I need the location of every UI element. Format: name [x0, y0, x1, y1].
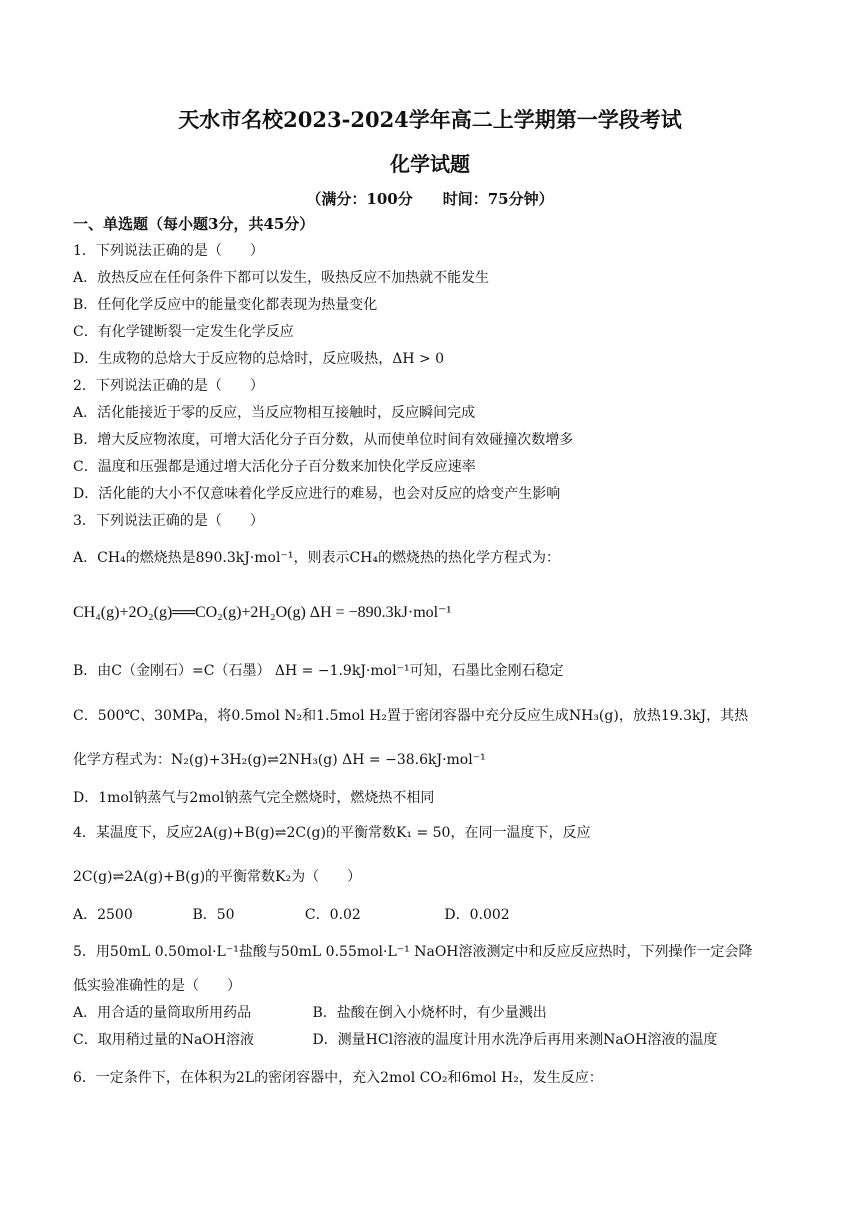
q4-option-b: B．50	[192, 907, 235, 923]
q3-option-c: C．500℃、30MPa，将0.5mol N₂和1.5mol H₂置于密闭容器中充分反应生成NH₃(g)，放热19.3kJ，其热	[73, 708, 749, 724]
q5-options-row-2	[73, 1030, 717, 1050]
q3-option-a: A．CH₄的燃烧热是890.3kJ·mol⁻¹，则表示CH₄的燃烧热的热化学方程式为：	[73, 550, 560, 566]
q2-option-d: D．活化能的大小不仅意味着化学反应进行的难易，也会对反应的焓变产生影响	[73, 486, 561, 502]
q5-stem-cont: 低实验准确性的是（ ）	[73, 978, 241, 994]
q4-option-d: D．0.002	[444, 907, 510, 923]
q5-option-a: A．用合适的量筒取所用药品	[73, 1005, 252, 1021]
q4-options	[73, 905, 510, 925]
q3-option-a-equation: CH₄(g)+2O₂(g)══CO₂(g)+2H₂O(g) ΔH = −890.3kJ·mol⁻¹	[73, 604, 452, 621]
q4-stem: 4．某温度下，反应2A(g)+B(g)⇌2C(g)的平衡常数K₁ = 50，在同一温度下，反应	[73, 825, 591, 841]
q2-stem: 2．下列说法正确的是（ ）	[73, 378, 264, 394]
q2-option-b: B．增大反应物浓度，可增大活化分子百分数，从而使单位时间有效碰撞次数增多	[73, 432, 574, 448]
q4-stem-cont: 2C(g)⇌2A(g)+B(g)的平衡常数K₂为（ ）	[73, 869, 362, 885]
q1-option-a: A．放热反应在任何条件下都可以发生，吸热反应不加热就不能发生	[73, 270, 490, 286]
q3-stem: 3．下列说法正确的是（ ）	[73, 513, 264, 529]
q4-option-c: C．0.02	[304, 907, 361, 923]
q5-option-b: B．盐酸在倒入小烧杯时，有少量溅出	[312, 1005, 547, 1021]
q5-stem: 5．用50mL 0.50mol·L⁻¹盐酸与50mL 0.55mol·L⁻¹ NaOH溶液测定中和反应反应热时，下列操作一定会降	[73, 944, 753, 960]
q1-option-c: C．有化学键断裂一定发生化学反应	[73, 324, 294, 340]
q2-option-a: A．活化能接近于零的反应，当反应物相互接触时，反应瞬间完成	[73, 405, 476, 421]
section-heading: 一、单选题（每小题3分，共45分）	[73, 215, 315, 233]
exam-title: 天水市名校2023-2024学年高二上学期第一学段考试	[178, 107, 682, 132]
q3-option-c-equation: 化学方程式为：N₂(g)+3H₂(g)⇌2NH₃(g) ΔH = −38.6kJ·mol⁻¹	[73, 752, 486, 768]
exam-meta: （满分：100分 时间：75分钟）	[306, 190, 554, 208]
q5-option-c: C．取用稍过量的NaOH溶液	[73, 1032, 254, 1048]
q2-option-c: C．温度和压强都是通过增大活化分子百分数来加快化学反应速率	[73, 459, 476, 475]
q3-option-b: B．由C（金刚石）=C（石墨） ΔH = −1.9kJ·mol⁻¹可知，石墨比金刚石稳定	[73, 663, 564, 679]
q1-stem: 1．下列说法正确的是（ ）	[73, 243, 264, 259]
q1-option-b: B．任何化学反应中的能量变化都表现为热量变化	[73, 297, 378, 313]
q6-stem: 6．一定条件下，在体积为2L的密闭容器中，充入2mol CO₂和6mol H₂，发生反应：	[73, 1070, 603, 1086]
q5-options-row-1	[73, 1003, 547, 1023]
q4-option-a: A．2500	[73, 907, 133, 923]
exam-subtitle: 化学试题	[390, 152, 470, 176]
q3-option-d: D．1mol钠蒸气与2mol钠蒸气完全燃烧时，燃烧热不相同	[73, 790, 435, 806]
q1-option-d: D．生成物的总焓大于反应物的总焓时，反应吸热，ΔH > 0	[73, 351, 445, 367]
q5-option-d: D．测量HCl溶液的温度计用水洗净后再用来测NaOH溶液的温度	[312, 1032, 718, 1048]
